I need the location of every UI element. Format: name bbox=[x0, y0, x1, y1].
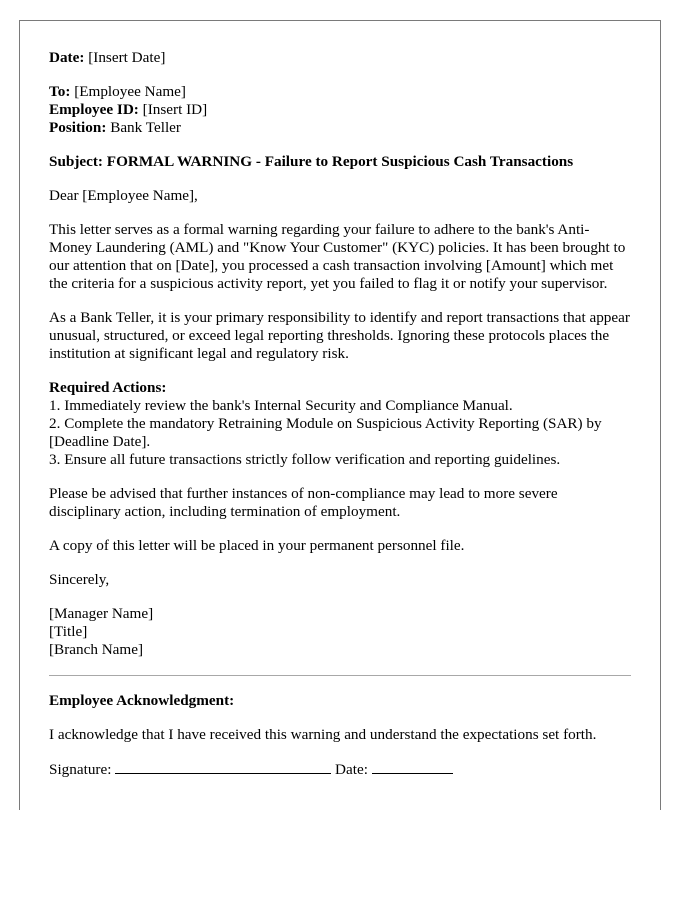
action-item: 1. Immediately review the bank's Internal Security and Compliance Manual. bbox=[49, 397, 513, 414]
position-line bbox=[49, 119, 631, 137]
employee-id-line bbox=[49, 101, 631, 119]
recipient-block bbox=[49, 83, 631, 137]
action-item: 3. Ensure all future transactions strictly follow verification and reporting guidelines. bbox=[49, 451, 561, 468]
to-value: [Employee Name] bbox=[74, 83, 186, 100]
manager-title: [Title] bbox=[49, 623, 88, 640]
body-paragraph: As a Bank Teller, it is your primary responsibility to identify and report transactions that appear unusual, structured, or exceed legal reporting thresholds. Ignoring these protocols places the institution at significant legal and regulatory risk. bbox=[49, 309, 630, 362]
date-line bbox=[49, 49, 631, 67]
action-item: 2. Complete the mandatory Retraining Module on Suspicious Activity Reporting (SAR) by [Deadline Date]. bbox=[49, 415, 602, 450]
required-actions-title: Required Actions: bbox=[49, 379, 167, 396]
required-actions bbox=[49, 379, 631, 469]
signoff: Sincerely, bbox=[49, 571, 110, 588]
body-paragraph: A copy of this letter will be placed in your permanent personnel file. bbox=[49, 537, 465, 554]
acknowledgment-title: Employee Acknowledgment: bbox=[49, 692, 235, 709]
date-value: [Insert Date] bbox=[88, 49, 166, 66]
position-value: Bank Teller bbox=[110, 119, 181, 136]
signature-label: Signature: bbox=[49, 761, 112, 778]
letter-page bbox=[19, 20, 661, 810]
subject-line: Subject: FORMAL WARNING - Failure to Report Suspicious Cash Transactions bbox=[49, 153, 574, 170]
signature-blank[interactable] bbox=[115, 760, 331, 774]
body-paragraph: This letter serves as a formal warning regarding your failure to adhere to the bank's Anti-Money Laundering (AML) and "Know Your Customer" (KYC) policies. It has been brought to our attention that on [Date], you processed a cash transaction involving [Amount] which met the criteria for a suspicious activity report, yet you failed to flag it or notify your supervisor. bbox=[49, 221, 626, 292]
body-paragraph: Please be advised that further instances of non-compliance may lead to more severe disciplinary action, including termination of employment. bbox=[49, 485, 558, 520]
to-label: To: bbox=[49, 83, 71, 100]
employee-id-value: [Insert ID] bbox=[142, 101, 208, 118]
salutation: Dear [Employee Name], bbox=[49, 187, 198, 204]
date-label: Date: bbox=[49, 49, 85, 66]
acknowledgment-statement: I acknowledge that I have received this warning and understand the expectations set forth. bbox=[49, 726, 597, 743]
employee-id-label: Employee ID: bbox=[49, 101, 139, 118]
position-label: Position: bbox=[49, 119, 107, 136]
branch-name: [Branch Name] bbox=[49, 641, 144, 658]
ack-date-label: Date: bbox=[335, 761, 368, 778]
section-divider bbox=[49, 675, 631, 676]
to-line bbox=[49, 83, 631, 101]
manager-name: [Manager Name] bbox=[49, 605, 154, 622]
signatory-block bbox=[49, 605, 631, 659]
ack-date-blank[interactable] bbox=[372, 760, 453, 774]
signature-line bbox=[49, 760, 631, 779]
